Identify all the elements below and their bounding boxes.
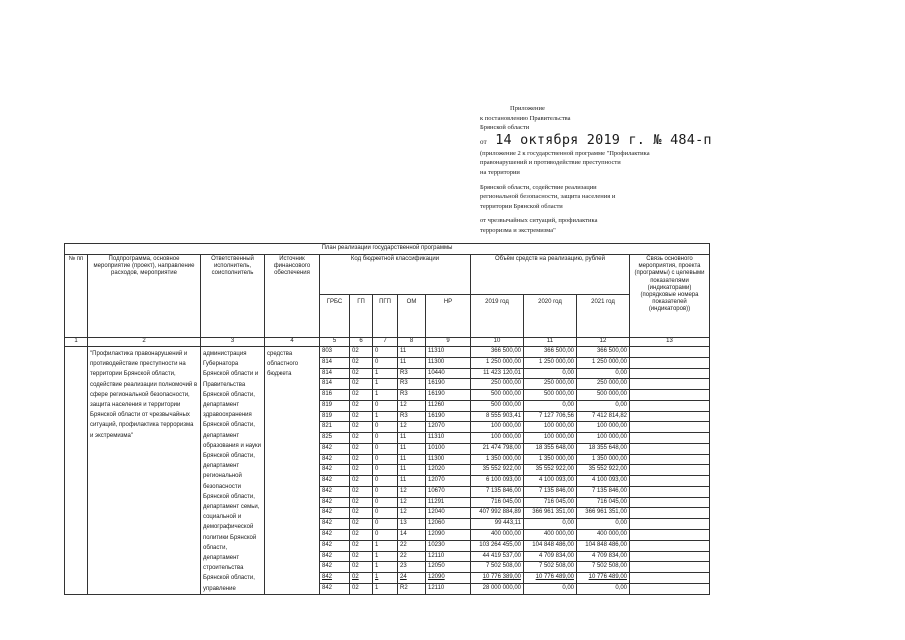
col-header-codes: Код бюджетной классификации xyxy=(320,255,471,295)
amount-2020-cell: 366 500,00 xyxy=(524,347,577,358)
pgp-cell: 0 xyxy=(373,454,398,465)
amount-2019-cell: 1 350 000,00 xyxy=(471,454,524,465)
indicator-link-cell xyxy=(630,347,710,358)
amount-2019-cell: 44 419 537,00 xyxy=(471,551,524,562)
amount-2020-cell: 0,00 xyxy=(524,368,577,379)
indicator-link-cell xyxy=(630,443,710,454)
amount-2019-cell: 100 000,00 xyxy=(471,433,524,444)
amount-2020-cell: 0,00 xyxy=(524,583,577,594)
amount-2021-cell: 4 709 834,00 xyxy=(577,551,630,562)
amount-2021-cell: 100 000,00 xyxy=(577,422,630,433)
grbs-cell: 842 xyxy=(320,519,350,530)
amount-2021-cell: 366 961 351,00 xyxy=(577,508,630,519)
indicator-link-cell xyxy=(630,368,710,379)
grbs-cell: 842 xyxy=(320,497,350,508)
grbs-cell: 819 xyxy=(320,400,350,411)
nr-cell: 12040 xyxy=(426,508,471,519)
grbs-cell: 842 xyxy=(320,454,350,465)
amount-2019-cell: 103 264 455,00 xyxy=(471,540,524,551)
amount-2020-cell: 10 776 489,00 xyxy=(524,573,577,584)
grbs-cell: 842 xyxy=(320,465,350,476)
gp-cell: 02 xyxy=(350,400,373,411)
amount-2020-cell: 35 552 922,00 xyxy=(524,465,577,476)
indicator-link-cell xyxy=(630,454,710,465)
gp-cell: 02 xyxy=(350,433,373,444)
indicator-link-cell xyxy=(630,357,710,368)
amount-2021-cell: 0,00 xyxy=(577,368,630,379)
indicator-link-cell xyxy=(630,465,710,476)
pgp-cell: 0 xyxy=(373,357,398,368)
indicator-link-cell xyxy=(630,562,710,573)
amount-2019-cell: 8 555 903,41 xyxy=(471,411,524,422)
header-line: от чрезвычайных ситуаций, профилактика xyxy=(480,217,598,225)
grbs-cell: 842 xyxy=(320,476,350,487)
amount-2021-cell: 1 250 000,00 xyxy=(577,357,630,368)
col-header-grbs: ГРБС xyxy=(320,295,350,338)
header-line: (приложение 2 к государственной программе "Профилактика xyxy=(480,149,650,157)
grbs-cell: 842 xyxy=(320,530,350,541)
pgp-cell: 0 xyxy=(373,530,398,541)
amount-2020-cell: 1 350 000,00 xyxy=(524,454,577,465)
gp-cell: 02 xyxy=(350,443,373,454)
amount-2021-cell: 1 350 000,00 xyxy=(577,454,630,465)
amount-2019-cell: 716 045,00 xyxy=(471,497,524,508)
header-line: правонарушений и противодействие преступности xyxy=(480,159,621,167)
om-cell: 12 xyxy=(398,508,426,519)
amount-2020-cell: 500 000,00 xyxy=(524,390,577,401)
pgp-cell: 0 xyxy=(373,497,398,508)
amount-2020-cell: 1 250 000,00 xyxy=(524,357,577,368)
amount-2021-cell: 0,00 xyxy=(577,583,630,594)
grbs-cell: 819 xyxy=(320,411,350,422)
indicator-link-cell xyxy=(630,551,710,562)
indicator-link-cell xyxy=(630,390,710,401)
gp-cell: 02 xyxy=(350,583,373,594)
gp-cell: 02 xyxy=(350,476,373,487)
indicator-link-cell xyxy=(630,573,710,584)
pgp-cell: 0 xyxy=(373,465,398,476)
grbs-cell: 842 xyxy=(320,562,350,573)
amount-2019-cell: 7 135 846,00 xyxy=(471,486,524,497)
col-header-pgp: ПГП xyxy=(373,295,398,338)
column-number-5: 5 xyxy=(320,338,350,347)
gp-cell: 02 xyxy=(350,454,373,465)
grbs-cell: 842 xyxy=(320,508,350,519)
amount-2019-cell: 21 474 798,00 xyxy=(471,443,524,454)
pgp-cell: 0 xyxy=(373,519,398,530)
pgp-cell: 0 xyxy=(373,486,398,497)
decree-number xyxy=(480,133,720,149)
amount-2020-cell: 366 961 351,00 xyxy=(524,508,577,519)
col-header-2020: 2020 год xyxy=(524,295,577,338)
amount-2019-cell: 100 000,00 xyxy=(471,422,524,433)
pgp-cell: 0 xyxy=(373,422,398,433)
gp-cell: 02 xyxy=(350,486,373,497)
nr-cell: 11291 xyxy=(426,497,471,508)
nr-cell: 10440 xyxy=(426,368,471,379)
om-cell: 12 xyxy=(398,400,426,411)
om-cell: R3 xyxy=(398,368,426,379)
amount-2021-cell: 7 135 846,00 xyxy=(577,486,630,497)
grbs-cell: 842 xyxy=(320,583,350,594)
grbs-cell: 814 xyxy=(320,379,350,390)
pgp-cell: 1 xyxy=(373,551,398,562)
om-cell: 11 xyxy=(398,465,426,476)
om-cell: 24 xyxy=(398,573,426,584)
pgp-cell: 1 xyxy=(373,562,398,573)
col-header-source: Источник финансового обеспечения xyxy=(265,255,320,338)
nr-cell: 12070 xyxy=(426,422,471,433)
gp-cell: 02 xyxy=(350,465,373,476)
amount-2019-cell: 500 000,00 xyxy=(471,400,524,411)
funding-source-cell: средства областного бюджета xyxy=(265,347,320,595)
nr-cell: 11310 xyxy=(426,347,471,358)
nr-cell: 11300 xyxy=(426,454,471,465)
grbs-cell: 842 xyxy=(320,540,350,551)
col-header-om: ОМ xyxy=(398,295,426,338)
grbs-cell: 816 xyxy=(320,390,350,401)
indicator-link-cell xyxy=(630,400,710,411)
program-name-cell: "Профилактика правонарушений и противодействие преступности на территории Брянской области, содействие реализации полномочий в сфере региональной безопасности, защита населения и территории Брянской области от чрезвычайных ситуаций, профилактика терроризма и экстремизма" xyxy=(88,347,201,595)
pgp-cell: 1 xyxy=(373,390,398,401)
header-line: Приложение xyxy=(510,105,545,112)
decree-header xyxy=(480,104,720,236)
amount-2019-cell: 250 000,00 xyxy=(471,379,524,390)
amount-2021-cell: 250 000,00 xyxy=(577,379,630,390)
header-line: терроризма и экстремизма" xyxy=(480,226,556,234)
nr-cell: 12060 xyxy=(426,519,471,530)
amount-2020-cell: 7 135 846,00 xyxy=(524,486,577,497)
amount-2021-cell: 400 000,00 xyxy=(577,530,630,541)
amount-2019-cell: 407 992 884,89 xyxy=(471,508,524,519)
om-cell: 12 xyxy=(398,422,426,433)
amount-2021-cell: 0,00 xyxy=(577,400,630,411)
indicator-link-cell xyxy=(630,486,710,497)
amount-2019-cell: 1 250 000,00 xyxy=(471,357,524,368)
amount-2020-cell: 0,00 xyxy=(524,400,577,411)
nr-cell: 12070 xyxy=(426,476,471,487)
amount-2021-cell: 716 045,00 xyxy=(577,497,630,508)
om-cell: 14 xyxy=(398,530,426,541)
gp-cell: 02 xyxy=(350,540,373,551)
pgp-cell: 1 xyxy=(373,411,398,422)
pgp-cell: 1 xyxy=(373,379,398,390)
decree-text: 14 октября 2019 г. № 484-п xyxy=(495,131,712,148)
indicator-link-cell xyxy=(630,583,710,594)
nr-cell: 12020 xyxy=(426,465,471,476)
amount-2019-cell: 11 423 120,01 xyxy=(471,368,524,379)
amount-2019-cell: 7 502 508,00 xyxy=(471,562,524,573)
header-line: территории Брянской области xyxy=(480,202,563,210)
amount-2020-cell: 250 000,00 xyxy=(524,379,577,390)
om-cell: 11 xyxy=(398,454,426,465)
om-cell: 11 xyxy=(398,443,426,454)
pgp-cell: 1 xyxy=(373,573,398,584)
column-number-3: 3 xyxy=(201,338,265,347)
om-cell: 11 xyxy=(398,357,426,368)
amount-2019-cell: 366 500,00 xyxy=(471,347,524,358)
indicator-link-cell xyxy=(630,433,710,444)
table-title: План реализации государственной программы xyxy=(65,244,710,255)
grbs-cell: 814 xyxy=(320,357,350,368)
nr-cell: 12050 xyxy=(426,562,471,573)
col-header-subprogram: Подпрограмма, основное мероприятие (проект), направление расходов, мероприятие xyxy=(88,255,201,338)
amount-2019-cell: 400 000,00 xyxy=(471,530,524,541)
amount-2021-cell: 7 412 814,82 xyxy=(577,411,630,422)
nr-cell: 11300 xyxy=(426,357,471,368)
gp-cell: 02 xyxy=(350,530,373,541)
nr-cell: 12090 xyxy=(426,573,471,584)
amount-2020-cell: 104 848 486,00 xyxy=(524,540,577,551)
grbs-cell: 821 xyxy=(320,422,350,433)
pgp-cell: 1 xyxy=(373,583,398,594)
gp-cell: 02 xyxy=(350,551,373,562)
nr-cell: 16190 xyxy=(426,411,471,422)
column-number-11: 11 xyxy=(524,338,577,347)
column-number-6: 6 xyxy=(350,338,373,347)
indicator-link-cell xyxy=(630,411,710,422)
nr-cell: 12110 xyxy=(426,551,471,562)
amount-2020-cell: 716 045,00 xyxy=(524,497,577,508)
indicator-link-cell xyxy=(630,519,710,530)
grbs-cell: 814 xyxy=(320,368,350,379)
om-cell: 11 xyxy=(398,433,426,444)
col-header-2021: 2021 год xyxy=(577,295,630,338)
header-line: региональной безопасности, защита населения и xyxy=(480,193,616,201)
om-cell: R2 xyxy=(398,583,426,594)
pgp-cell: 0 xyxy=(373,400,398,411)
column-number-7: 7 xyxy=(373,338,398,347)
nr-cell: 12090 xyxy=(426,530,471,541)
column-number-1: 1 xyxy=(65,338,88,347)
om-cell: 23 xyxy=(398,562,426,573)
nr-cell: 11260 xyxy=(426,400,471,411)
gp-cell: 02 xyxy=(350,519,373,530)
indicator-link-cell xyxy=(630,530,710,541)
amount-2021-cell: 0,00 xyxy=(577,519,630,530)
grbs-cell: 842 xyxy=(320,573,350,584)
om-cell: 22 xyxy=(398,540,426,551)
om-cell: 22 xyxy=(398,551,426,562)
pgp-cell: 0 xyxy=(373,443,398,454)
column-number-4: 4 xyxy=(265,338,320,347)
amount-2019-cell: 28 000 000,00 xyxy=(471,583,524,594)
amount-2021-cell: 10 776 489,00 xyxy=(577,573,630,584)
om-cell: 11 xyxy=(398,476,426,487)
gp-cell: 02 xyxy=(350,357,373,368)
pgp-cell: 0 xyxy=(373,508,398,519)
column-number-2: 2 xyxy=(88,338,201,347)
nr-cell: 16190 xyxy=(426,390,471,401)
indicator-link-cell xyxy=(630,497,710,508)
amount-2020-cell: 0,00 xyxy=(524,519,577,530)
grbs-cell: 825 xyxy=(320,433,350,444)
col-header-2019: 2019 год xyxy=(471,295,524,338)
nr-cell: 12110 xyxy=(426,583,471,594)
amount-2020-cell: 4 100 093,00 xyxy=(524,476,577,487)
amount-2020-cell: 4 709 834,00 xyxy=(524,551,577,562)
gp-cell: 02 xyxy=(350,497,373,508)
gp-cell: 02 xyxy=(350,411,373,422)
gp-cell: 02 xyxy=(350,390,373,401)
amount-2021-cell: 500 000,00 xyxy=(577,390,630,401)
amount-2020-cell: 100 000,00 xyxy=(524,422,577,433)
indicator-link-cell xyxy=(630,422,710,433)
amount-2021-cell: 100 000,00 xyxy=(577,433,630,444)
col-header-volume: Объём средств на реализацию, рублей xyxy=(471,255,630,295)
column-number-9: 9 xyxy=(426,338,471,347)
amount-2019-cell: 35 552 922,00 xyxy=(471,465,524,476)
gp-cell: 02 xyxy=(350,573,373,584)
amount-2021-cell: 18 355 648,00 xyxy=(577,443,630,454)
decree-prefix: от xyxy=(480,137,487,146)
nr-cell: 16190 xyxy=(426,379,471,390)
pgp-cell: 0 xyxy=(373,347,398,358)
program-plan-table xyxy=(64,243,710,595)
column-number-10: 10 xyxy=(471,338,524,347)
column-number-8: 8 xyxy=(398,338,426,347)
amount-2019-cell: 6 100 093,00 xyxy=(471,476,524,487)
amount-2019-cell: 500 000,00 xyxy=(471,390,524,401)
gp-cell: 02 xyxy=(350,347,373,358)
pgp-cell: 0 xyxy=(373,476,398,487)
grbs-cell: 842 xyxy=(320,443,350,454)
om-cell: 12 xyxy=(398,497,426,508)
nr-cell: 11310 xyxy=(426,433,471,444)
column-number-row xyxy=(65,338,710,347)
amount-2021-cell: 104 848 486,00 xyxy=(577,540,630,551)
header-line: Брянской области, содействие реализации xyxy=(480,183,597,191)
om-cell: R3 xyxy=(398,411,426,422)
gp-cell: 02 xyxy=(350,368,373,379)
amount-2021-cell: 35 552 922,00 xyxy=(577,465,630,476)
amount-2020-cell: 7 127 706,56 xyxy=(524,411,577,422)
amount-2020-cell: 7 502 508,00 xyxy=(524,562,577,573)
header-line: на территории xyxy=(480,168,520,176)
table-row xyxy=(65,347,710,358)
amount-2020-cell: 18 355 648,00 xyxy=(524,443,577,454)
pgp-cell: 0 xyxy=(373,433,398,444)
nr-cell: 10230 xyxy=(426,540,471,551)
pgp-cell: 1 xyxy=(373,368,398,379)
amount-2021-cell: 7 502 508,00 xyxy=(577,562,630,573)
col-header-nr: НР xyxy=(426,295,471,338)
om-cell: 13 xyxy=(398,519,426,530)
pgp-cell: 1 xyxy=(373,540,398,551)
amount-2021-cell: 366 500,00 xyxy=(577,347,630,358)
amount-2020-cell: 100 000,00 xyxy=(524,433,577,444)
col-header-gp: ГП xyxy=(350,295,373,338)
header-line: к постановлению Правительства xyxy=(480,114,571,122)
om-cell: R3 xyxy=(398,390,426,401)
grbs-cell: 803 xyxy=(320,347,350,358)
amount-2019-cell: 10 776 389,00 xyxy=(471,573,524,584)
col-header-link: Связь основного мероприятия, проекта (программы) с целевыми показателями (индикаторами) (порядковые номера показателей (индикаторов)) xyxy=(630,255,710,338)
executor-cell: администрация Губернатора Брянской области и Правительства Брянской области, департамент здравоохранения Брянской области, департамент образования и науки Брянской области, департамент региональной безопасности Брянской области, департамент семьи, социальной и демографической политики Брянской области, департамент строительства Брянской области, управление xyxy=(201,347,265,595)
indicator-link-cell xyxy=(630,476,710,487)
nr-cell: 10670 xyxy=(426,486,471,497)
gp-cell: 02 xyxy=(350,379,373,390)
col-header-num: № пп xyxy=(65,255,88,338)
grbs-cell: 842 xyxy=(320,551,350,562)
om-cell: 12 xyxy=(398,486,426,497)
gp-cell: 02 xyxy=(350,508,373,519)
col-header-executor: Ответственный исполнитель, соисполнитель xyxy=(201,255,265,338)
indicator-link-cell xyxy=(630,508,710,519)
indicator-link-cell xyxy=(630,540,710,551)
indicator-link-cell xyxy=(630,379,710,390)
grbs-cell: 842 xyxy=(320,486,350,497)
om-cell: 11 xyxy=(398,347,426,358)
amount-2019-cell: 99 443,11 xyxy=(471,519,524,530)
column-number-13: 13 xyxy=(630,338,710,347)
amount-2020-cell: 400 000,00 xyxy=(524,530,577,541)
header-line: Брянской области xyxy=(480,124,530,132)
om-cell: R3 xyxy=(398,379,426,390)
gp-cell: 02 xyxy=(350,562,373,573)
amount-2021-cell: 4 100 093,00 xyxy=(577,476,630,487)
gp-cell: 02 xyxy=(350,422,373,433)
nr-cell: 10100 xyxy=(426,443,471,454)
row-number-cell xyxy=(65,347,88,595)
column-number-12: 12 xyxy=(577,338,630,347)
